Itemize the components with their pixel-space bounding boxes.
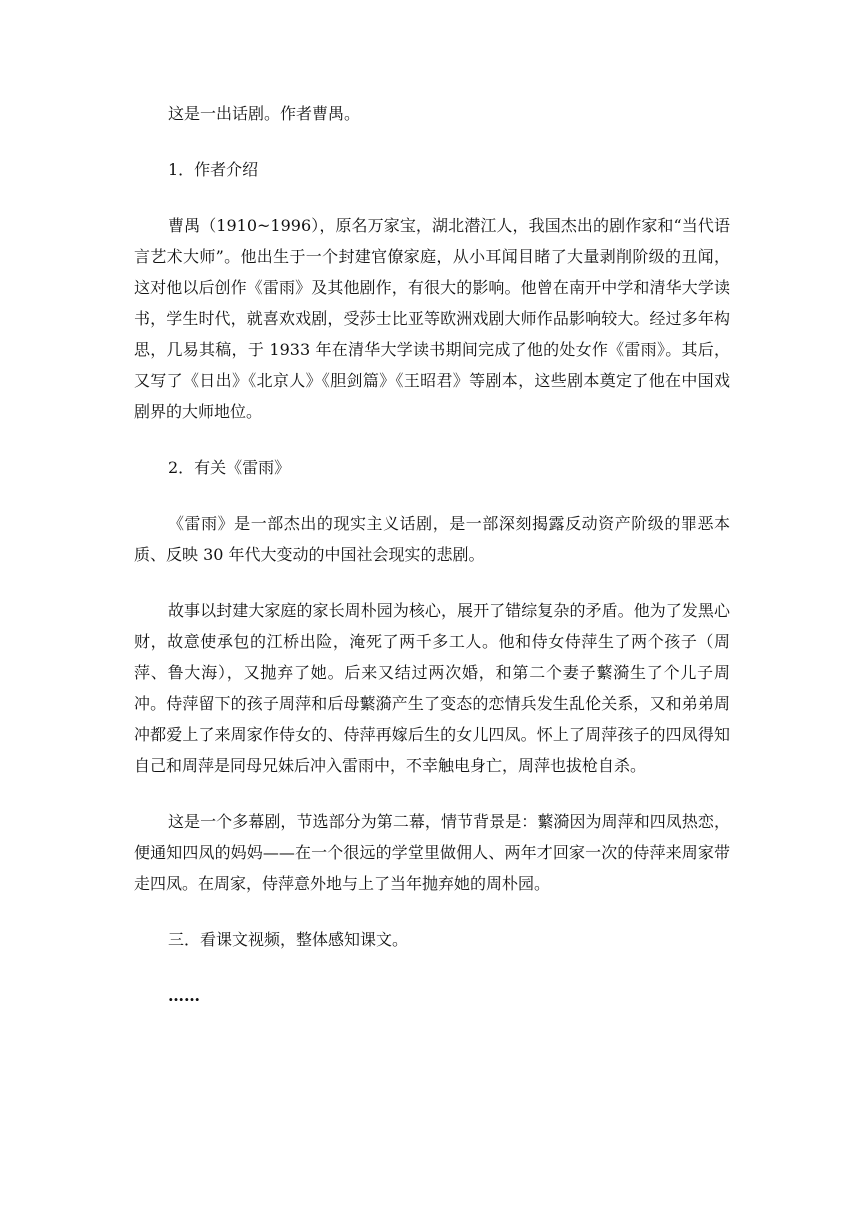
intro-paragraph: 这是一出话剧。作者曹禺。 [168,104,361,123]
document-body [134,98,730,1011]
author-biography-paragraph: 曹禺（1910~1996），原名万家宝，湖北潜江人，我国杰出的剧作家和“当代语言艺术大师”。他出生于一个封建官僚家庭，从小耳闻目睹了大量剥削阶级的丑闻，这对他以后创作《雷雨》及其他剧作，有很大的影响。他曾在南开中学和清华大学读书，学生时代，就喜欢戏剧，受莎士比亚等欧洲戏剧大师作品影响较大。经过多年构思，几易其稿，于 1933 年在清华大学读书期间完成了他的处女作《雷雨》。其后，又写了《日出》《北京人》《胆剑篇》《王昭君》等剧本，这些剧本奠定了他在中国戏剧界的大师地位。 [134,216,730,421]
excerpt-background-paragraph: 这是一个多幕剧，节选部分为第二幕，情节背景是：蘩漪因为周萍和四凤热恋，便通知四凤的妈妈——在一个很远的学堂里做佣人、两年才回家一次的侍萍来周家带走四凤。在周家，侍萍意外地与上了当年抛弃她的周朴园。 [134,812,730,893]
section-heading-thunderstorm: 2．有关《雷雨》 [168,458,291,477]
ellipsis-text: …… [168,986,200,1005]
thunderstorm-summary-paragraph: 《雷雨》是一部杰出的现实主义话剧，是一部深刻揭露反动资产阶级的罪恶本质、反映 30 年代大变动的中国社会现实的悲剧。 [134,514,730,564]
section-heading-author: 1．作者介绍 [168,160,259,179]
plot-paragraph: 故事以封建大家庭的家长周朴园为核心，展开了错综复杂的矛盾。他为了发黑心财，故意使承包的江桥出险，淹死了两千多工人。他和侍女侍萍生了两个孩子（周萍、鲁大海），又抛弃了她。后来又结过两次婚，和第二个妻子蘩漪生了个儿子周冲。侍萍留下的孩子周萍和后母蘩漪产生了变态的恋情兵发生乱伦关系，又和弟弟周冲都爱上了来周家作侍女的、侍萍再嫁后生的女儿四凤。怀上了周萍孩子的四凤得知自己和周萍是同母兄妹后冲入雷雨中，不幸触电身亡，周萍也拔枪自杀。 [134,601,730,775]
section-heading-video: 三．看课文视频，整体感知课文。 [168,930,409,949]
